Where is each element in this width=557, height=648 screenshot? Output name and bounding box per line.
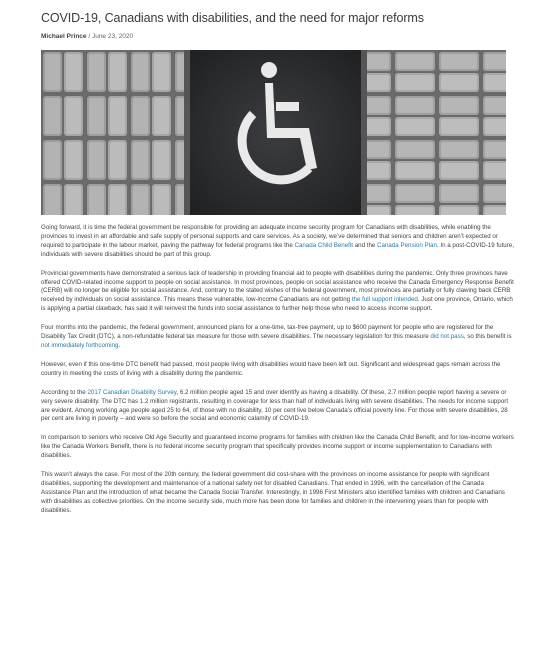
article-paragraph <box>41 224 515 260</box>
byline: Michael Prince / June 23, 2020 <box>41 33 134 40</box>
article-paragraph <box>41 361 515 379</box>
paragraph-text: In comparison to seniors who receive Old Age Security and guaranteed income programs for families with children like the Canada Child Benefit, and for low-income workers like the Canada Workers Benefit, there is no federal income security program that specifically provides income support or income supplementation to Canadians with disabilities. <box>41 434 514 460</box>
article-paragraph <box>41 471 515 516</box>
paragraph-text: This wasn’t always the case. For most of the 20th century, the federal government did cost-share with the provinces on income assistance for people with significant disabilities, supporting the development and maintenance of a national safety net for disabled Canadians. That ended in 1996, with the cancellation of the Canada Assistance Plan and the introduction of what became the Canada Social Transfer. Interestingly, in 1996 First Ministers also identified families with children and Canadians with disabilities as collective priorities. On the income security side, much more has been done for families and children in the intervening years than for people with disabilities. <box>41 471 505 514</box>
inline-link[interactable]: did not pass <box>430 333 464 341</box>
paragraph-text: Four months into the pandemic, the federal government, announced plans for a one-time, tax-free payment, up to $600 payment for people who are registered for the Disability Tax Credit (DTC), a non-refundable federal tax measure for those with severe disabilities. The necessary legislation for this measure <box>41 324 494 341</box>
article-paragraph <box>41 324 515 351</box>
article-title: COVID-19, Canadians with disabilities, and the need for major reforms <box>41 11 424 25</box>
paragraph-text: Provincial governments have demonstrated a serious lack of leadership in providing financial aid to people with disabilities during the pandemic. Only three provinces have offered COVID-related income support to people on social assistance. In most provinces, people on social assistance who receive the Canada Emergency Response Benefit (CERB) will no longer be eligible for social assistance. And, contrary to the stated wishes of the federal government, most provinces are partially or fully clawing back CERB received by individuals on social assistance. This means these vulnerable, low-income Canadians are not getting <box>41 269 514 304</box>
paragraph-text: Going forward, it is time the federal government be responsible for providing an adequate income security program for Canadians with disabilities, while enabling the provinces to invest in an affordable and safe supply of personal supports and care services. As a society, we’ve determined that seniors and children aren’t expected or required to participate in the labour market, paving the pathway for federal programs like the <box>41 224 498 249</box>
hero-image <box>41 50 506 215</box>
author-name[interactable]: Michael Prince <box>41 33 87 40</box>
paragraph-text: . In a post-COVID-19 future, individuals with severe disabilities should be part of this group. <box>41 241 514 258</box>
inline-link[interactable]: the full support intended <box>351 296 418 304</box>
paragraph-text: and the <box>352 241 378 249</box>
paragraph-text: According to the <box>41 388 88 396</box>
paragraph-text: , so this benefit is <box>463 333 512 341</box>
paragraph-text: However, even if this one-time DTC benefit had passed, most people living with disabilities would have been left out. Significant and widespread gaps remain across the country in meeting the costs of living with a disability during the pandemic. <box>41 360 501 377</box>
inline-link[interactable]: 2017 Canadian Disability Survey <box>87 388 177 396</box>
paragraph-text: . Just one province, Ontario, which is applying a partial clawback, has said it will reinvest the funds into social assistance to further help those who need to access income support. <box>41 296 513 313</box>
article-paragraph <box>41 389 515 425</box>
paragraph-text: . <box>118 341 121 349</box>
inline-link[interactable]: not immediately forthcoming <box>41 341 119 349</box>
paragraph-text: , 6.2 million people aged 15 and over identify as having a disability. Of these, 2.7 million people report having a severe or very severe disability. The DTC has 1.2 million registrants, resulting in coverage for less than half of individuals living with severe disabilities. The needs for income support are evident. Among working age people aged 25 to 64, of those with no disability, 10 per cent live below Canada’s official poverty line. For those with severe disabilities, 28 per cent are living in poverty – and were so before the social and economic calamity of COVID-19. <box>41 388 509 423</box>
publish-date: June 23, 2020 <box>91 33 134 40</box>
inline-link[interactable]: Canada Pension Plan <box>377 241 437 249</box>
article-paragraph <box>41 270 515 315</box>
article-body <box>41 224 515 526</box>
inline-link[interactable]: Canada Child Benefit <box>294 241 353 249</box>
article-paragraph <box>41 434 515 461</box>
